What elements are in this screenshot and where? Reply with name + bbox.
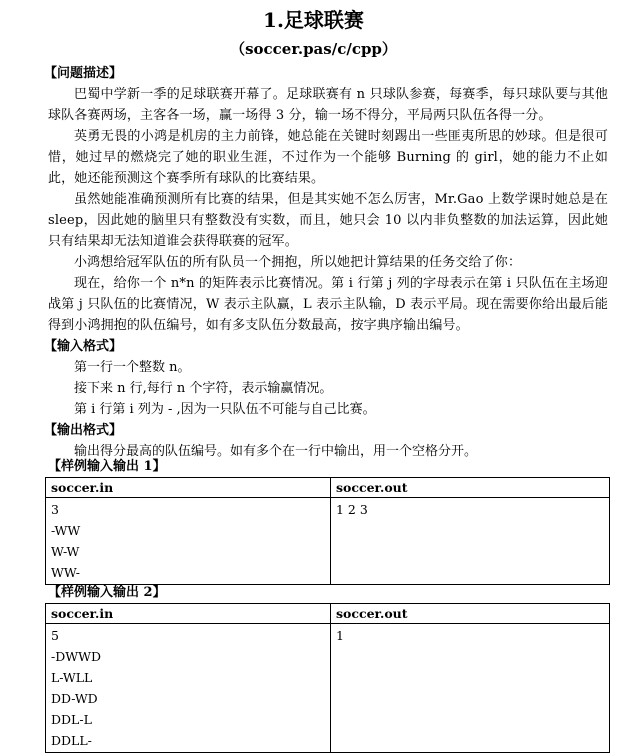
problem-paragraph: 现在，给你一个 n*n 的矩阵表示比赛情况。第 i 行第 j 列的字母表示在第 i 只队伍在主场迎战第 j 只队伍的比赛情况，W 表示主队赢，L 表示主队输，D 表示平局。现在需要你给出最后能得到小鸿拥抱的队伍编号，如有多支队伍分数最高，按字典序输出编号。 <box>48 276 608 333</box>
sample-input-line: 3 <box>51 502 59 517</box>
problem-paragraph: 小鸿想给冠军队伍的所有队员一个拥抱，所以她把计算结果的任务交给了你： <box>74 255 522 270</box>
sample-input-line: WW- <box>51 565 81 580</box>
problem-paragraph: 巴蜀中学新一季的足球联赛开幕了。足球联赛有 n 只球队参赛，每赛季，每只球队要与其他球队各赛两场，主客各一场，赢一场得 3 分，输一场不得分，平局两只队伍各得一分。 <box>48 87 608 123</box>
input-format-line: 第一行一个整数 n。 <box>74 360 191 375</box>
sample2-table <box>45 603 610 753</box>
sample1-heading: 【样例输入输出 1】 <box>48 459 166 474</box>
page-subtitle: （soccer.pas/c/cpp） <box>230 40 397 58</box>
sample-input-line: DD-WD <box>51 691 98 706</box>
sample2-col-output-header: soccer.out <box>331 604 610 624</box>
sample2-col-input-header: soccer.in <box>46 604 331 624</box>
sample-input-line: -DWWD <box>51 649 101 664</box>
output-format-line: 输出得分最高的队伍编号。如有多个在一行中输出，用一个空格分开。 <box>74 444 478 459</box>
sample-input-line: W-W <box>51 544 80 559</box>
sample1-input-cell <box>46 498 331 585</box>
problem-section <box>44 63 608 462</box>
sample1-col-input-header: soccer.in <box>46 478 331 498</box>
input-format-line: 接下来 n 行,每行 n 个字符，表示输赢情况。 <box>74 381 333 396</box>
sample2-heading: 【样例输入输出 2】 <box>48 585 166 600</box>
sample-input-line: DDLL- <box>51 733 92 748</box>
sample1-table <box>45 477 610 585</box>
input-format-line: 第 i 行第 i 列为 - ,因为一只队伍不可能与自己比赛。 <box>74 402 376 417</box>
sample2-input-cell <box>46 624 331 753</box>
output-format-heading: 【输出格式】 <box>44 423 123 438</box>
sample2-output-cell <box>331 624 610 753</box>
sample-output-line: 1 <box>336 628 344 643</box>
page-title: 1.足球联赛 <box>263 8 364 32</box>
problem-heading: 【问题描述】 <box>44 66 123 81</box>
sample-input-line: L-WLL <box>51 670 93 685</box>
sample-input-line: DDL-L <box>51 712 92 727</box>
problem-paragraph: 虽然她能准确预测所有比赛的结果，但是其实她不怎么厉害，Mr.Gao 上数学课时她总是在 sleep，因此她的脑里只有整数没有实数，而且，她只会 10 以内非负整数的加法运算，因此她只有结果却无法知道谁会获得联赛的冠军。 <box>48 192 608 249</box>
input-format-heading: 【输入格式】 <box>44 339 123 354</box>
sample1-col-output-header: soccer.out <box>331 478 610 498</box>
problem-paragraph: 英勇无畏的小鸿是机房的主力前锋，她总能在关键时刻踢出一些匪夷所思的妙球。但是很可惜，她过早的燃烧完了她的职业生涯，不过作为一个能够 Burning 的 girl，她的能力不止如此，她还能预测这个赛季所有球队的比赛结果。 <box>48 129 608 186</box>
sample-output-line: 1 2 3 <box>336 502 368 517</box>
sample-input-line: -WW <box>51 523 81 538</box>
sample-input-line: 5 <box>51 628 59 643</box>
sample1-output-cell <box>331 498 610 585</box>
